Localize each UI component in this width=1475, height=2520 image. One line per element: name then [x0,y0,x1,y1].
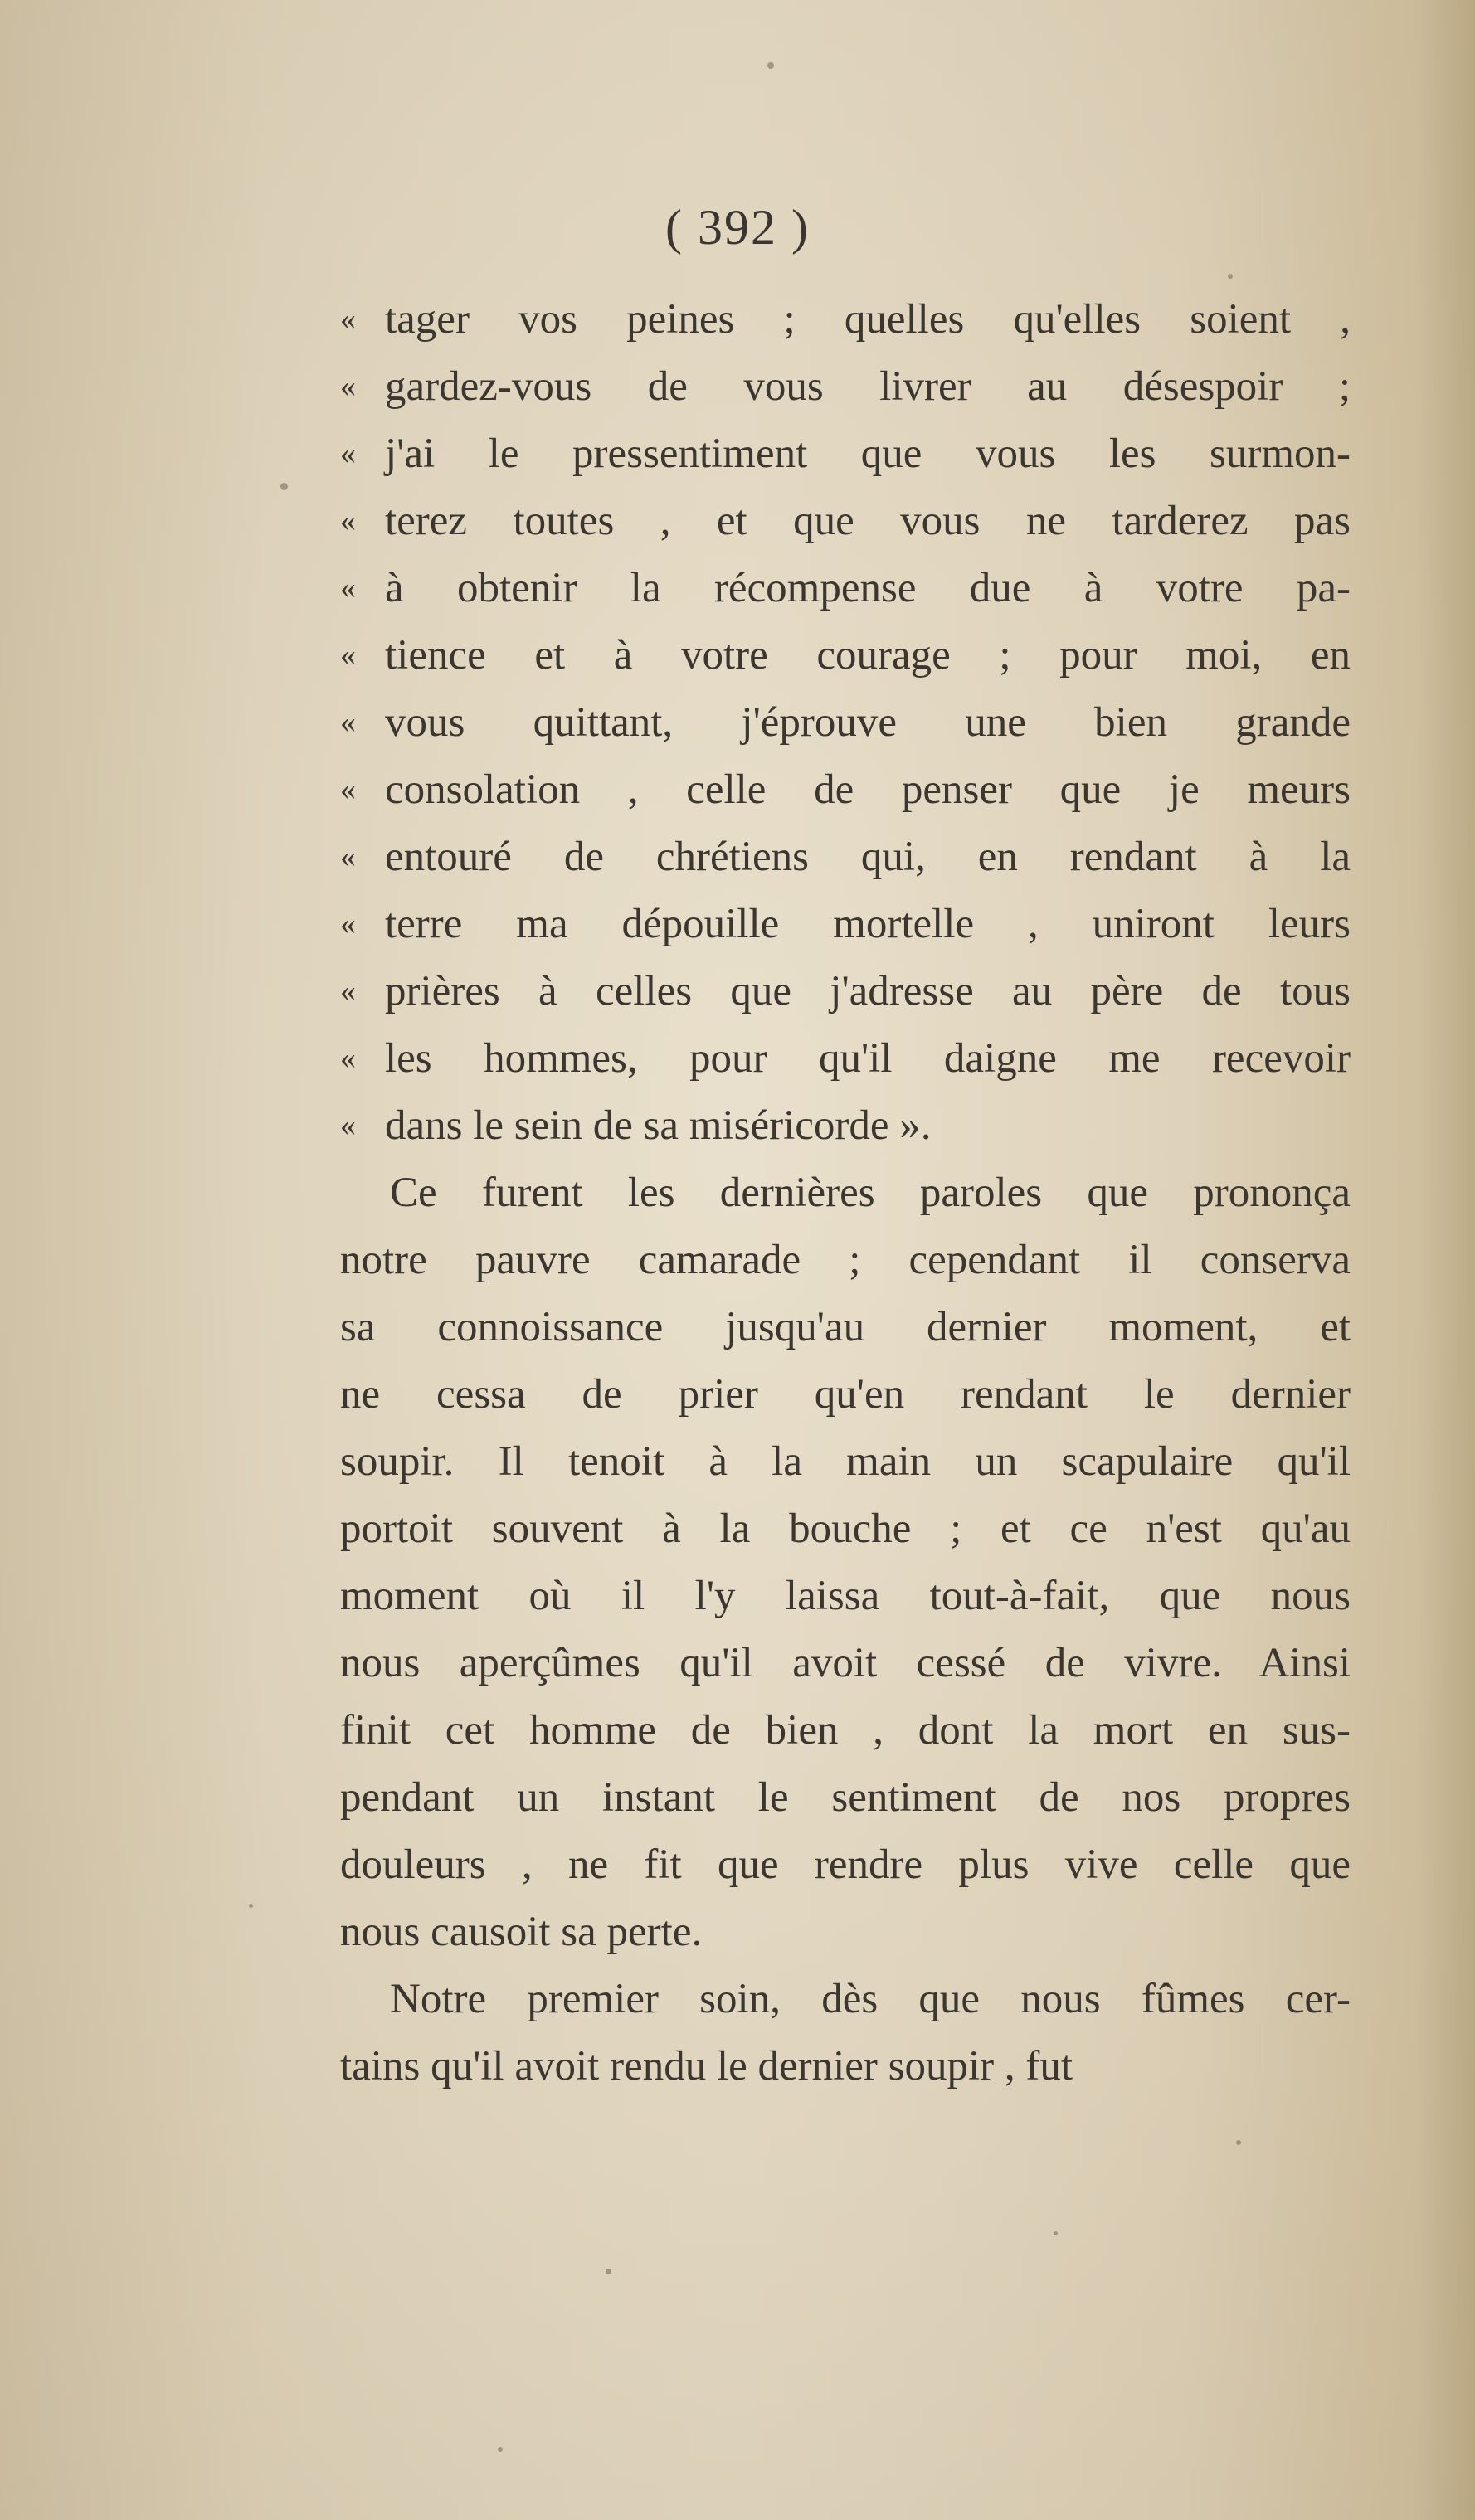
text-line: douleurs , ne fit que rendre plus vive celle que [340,1841,1351,1888]
quote-mark: « [340,1041,356,1076]
quoted-line [340,958,1351,1025]
text-line: Notre premier soin, dès que nous fûmes cer- [390,1976,1351,2022]
quoted-line [340,756,1351,824]
quoted-line [340,824,1351,891]
quoted-line [340,286,1351,353]
quote-mark: « [340,705,356,740]
text-line: finit cet homme de bien , dont la mort en sus- [340,1707,1351,1754]
quoted-line [340,1092,1351,1160]
quote-mark: « [340,974,356,1009]
text-line: sa connoissance jusqu'au dernier moment, et [340,1304,1351,1350]
paper-speck [280,483,288,490]
quote-mark: « [340,504,356,538]
quoted-line-text: terre ma dépouille mortelle , uniront leurs [385,901,1351,947]
quote-mark: « [340,907,356,941]
paper-speck [498,2447,503,2452]
quote-mark: « [340,369,356,404]
paper-speck [606,2269,611,2274]
paragraph-2 [340,1966,1351,2100]
quoted-line-text: entouré de chrétiens qui, en rendant à la [385,834,1351,880]
quote-mark: « [340,436,356,471]
quoted-line-text: dans le sein de sa miséricorde ». [385,1102,932,1149]
quoted-line [340,488,1351,555]
text-line: notre pauvre camarade ; cependant il conserva [340,1237,1351,1283]
body-text [340,286,1351,2100]
text-line: ne cessa de prier qu'en rendant le dernier [340,1371,1351,1418]
quoted-line-text: j'ai le pressentiment que vous les surmon- [385,431,1351,477]
quoted-line-text: tager vos peines ; quelles qu'elles soient , [385,296,1351,343]
paper-speck [767,62,774,69]
paper-speck [1054,2231,1058,2235]
quoted-line-text: prières à celles que j'adresse au père de tous [385,968,1351,1014]
paper-speck [1228,274,1233,279]
quoted-line [340,1025,1351,1092]
text-line: portoit souvent à la bouche ; et ce n'est qu'au [340,1506,1351,1552]
paper-speck [1236,2140,1241,2145]
text-line: tains qu'il avoit rendu le dernier soupir , fut [340,2043,1073,2089]
quote-mark: « [340,839,356,874]
quote-mark: « [340,638,356,673]
quoted-line [340,622,1351,689]
page-number: ( 392 ) [665,200,810,255]
text-line: pendant un instant le sentiment de nos propres [340,1774,1351,1821]
quoted-line-text: vous quittant, j'éprouve une bien grande [385,699,1351,746]
paragraph-1 [340,1160,1351,1966]
page-edge-shadow [1417,0,1475,2520]
quote-mark: « [340,302,356,337]
quote-mark: « [340,1108,356,1143]
paper-speck [249,1904,253,1908]
quoted-line-text: terez toutes , et que vous ne tarderez pas [385,498,1351,544]
text-line: moment où il l'y laissa tout-à-fait, que nous [340,1573,1351,1619]
quoted-line [340,555,1351,622]
quoted-line [340,689,1351,756]
quote-mark: « [340,772,356,807]
quoted-line [340,421,1351,488]
quoted-line-text: à obtenir la récompense due à votre pa- [385,565,1351,611]
quoted-line-text: gardez-vous de vous livrer au désespoir ; [385,363,1351,410]
text-line: soupir. Il tenoit à la main un scapulaire qu'il [340,1438,1351,1485]
quoted-line-text: tience et à votre courage ; pour moi, en [385,632,1351,679]
quoted-line-text: consolation , celle de penser que je meurs [385,766,1351,813]
quoted-line-text: les hommes, pour qu'il daigne me recevoir [385,1035,1351,1082]
quoted-line [340,353,1351,421]
text-line: nous aperçûmes qu'il avoit cessé de vivre. Ainsi [340,1640,1351,1686]
quote-mark: « [340,571,356,606]
quoted-line [340,891,1351,958]
text-line: nous causoit sa perte. [340,1909,703,1955]
text-line: Ce furent les dernières paroles que prononça [390,1170,1351,1216]
quoted-passage [340,286,1351,1160]
